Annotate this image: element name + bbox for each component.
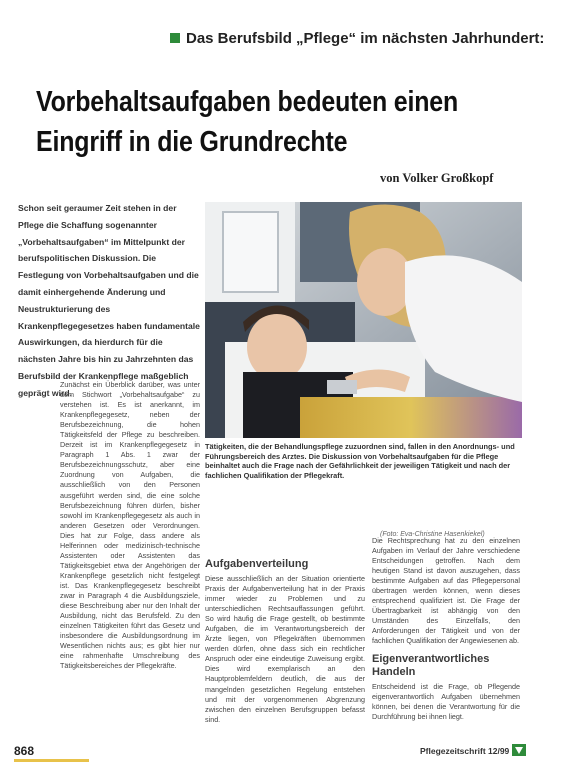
column-1-text: Zunächst ein Überblick darüber, was unter dem Stichwort „Vorbehaltsaufgabe“ zu verstehen ist. Es ist anerkannt, im Krankenpflegegesetz, neben der Berufsbezeichnung, die hohen Tätigkeitsfeld der Pflege zu beschreiben. Derzeit ist im Krankenpflegegesetz in Paragraph 1 Abs. 1 zwar der Berufsbezeichnungsschutz, aber eine Zuordnung von Aufgaben, die ausschließlich von den Personen ausgeführt werden sind, die eine solche Berufsbezeichnung führen dürfen, bisher sowohl im Krankenpflegegesetz als auch in anderen Gesetzen oder Verordnungen. Dies hat zur Folge, dass andere als Helferinnen oder medizinisch-technische Assistenten oder Assistenten das Tätigkeitsgebiet etwa der Angehörigen der Krankenpflege gesetzlich nicht festgelegt ist. Das Krankenpflegegesetz beschreibt zwar in Paragraph 4 die Ausbildungsziele, diese Beschreibung aber nur den Inhalt der Ausbildung, nicht das Berufsfeld. Zu den einzelnen Tätigkeiten führt das Gesetz und insbesondere die Ausbildungsordnung im Wesentlichen nichts aus; es gibt hier nur eine rahmenhafte Umschreibung des Tätigkeitsbereiches der Pflegekräfte. (60, 380, 200, 671)
kicker-text: Das Berufsbild „Pflege“ im nächsten Jahrhundert: (186, 30, 545, 47)
column-3-text: Die Rechtsprechung hat zu den einzelnen Aufgaben im Verlauf der Jahre verschiedene Entscheidungen getroffen. Nach dem heutigen Stand ist davon auszugehen, dass bestimmte Aufgaben auf das Pflegepersonal übertragen werden können, wenn dieses entsprechend qualifiziert ist. Die Frage der Übertragbarkeit ist abhängig von den Umständen des Einzelfalls, den Anforderungen der Tätigkeit und von der fachlichen Qualifikation der Angewiesenen ab. (372, 536, 520, 646)
page-number: 868 (14, 744, 35, 758)
article-photo (205, 202, 522, 438)
journal-footer: Pflegezeitschrift 12/99 (420, 746, 510, 756)
headline-line-1: Vorbehaltsaufgaben bedeuten einen (36, 86, 459, 118)
section-heading-aufgabenverteilung: Aufgabenverteilung (205, 558, 309, 570)
author-byline: von Volker Großkopf (380, 171, 494, 185)
journal-logo-icon (512, 744, 526, 756)
section-heading-eigenverantwortliches-handeln: Eigenverantwortliches Handeln (372, 652, 490, 678)
column-2-text: Diese ausschließlich an der Situation orientierte Praxis der Aufgabenverteilung hat in der Praxis immer wieder zu Problemen und zu unterschiedlichen Rechtsauffassungen geführt. So wird häufig die Frage gestellt, ob bestimmte Aufgaben, die im Verantwortungsbereich der Ärzte liegen, von Pflegekräften übernommen werden dürfen, ohne dass sich ein rechtlicher Anspruch oder eine eindeutige Zuweisung ergibt. Dies wird exemplarisch an den Hauptproblemfeldern deutlich, die aus der mangelnden gesetzlichen Regelung entstehen und mit der vorgenommenen Abgrenzung zwischen den einzelnen Berufsgruppen befasst sind. (205, 574, 365, 724)
section-kicker (170, 30, 560, 47)
green-square-icon (170, 33, 180, 43)
column-3-text-2: Entscheidend ist die Frage, ob Pflegende eigenverantwortlich Aufgaben übernehmen können, bei denen die Verantwortung für die Durchführung bei ihnen liegt. (372, 681, 520, 721)
body-column-2 (205, 558, 365, 725)
photo-credit: (Foto: Eva-Christine Hasenkiekel) (380, 531, 485, 538)
nurse-patient-photo (205, 202, 522, 438)
body-column-3 (372, 536, 520, 722)
photo-caption: Tätigkeiten, die der Behandlungspflege zuzuordnen sind, fallen in den Anordnungs- und Führungsbereich des Arztes. Die Diskussion von Vorbehaltsaufgaben für die Pflege beinhaltet auch die Frage nach der Gefährlichkeit der jeweiligen Tätigkeit und nach der fachlichen Qualifikation der Pflegekraft. (205, 442, 515, 480)
article-headline (36, 82, 483, 162)
footer-rule (14, 759, 89, 762)
body-column-1 (60, 380, 200, 671)
lead-paragraph: Schon seit geraumer Zeit stehen in der Pflege die Schaffung sogenannter „Vorbehaltsaufgaben“ im Mittelpunkt der berufspolitischen Diskussion. Die Festlegung von Vorbehaltsaufgaben und die damit einhergehende Änderung und Neustrukturierung des Krankenpflegegesetzes haben fundamentale Auswirkungen, da hierdurch für die nächsten Jahre bis hin zu Jahrzehnten das Berufsbild der Krankenpflege maßgeblich geprägt wird. (18, 203, 200, 398)
headline-line-2: Eingriff in die Grundrechte (36, 126, 348, 158)
